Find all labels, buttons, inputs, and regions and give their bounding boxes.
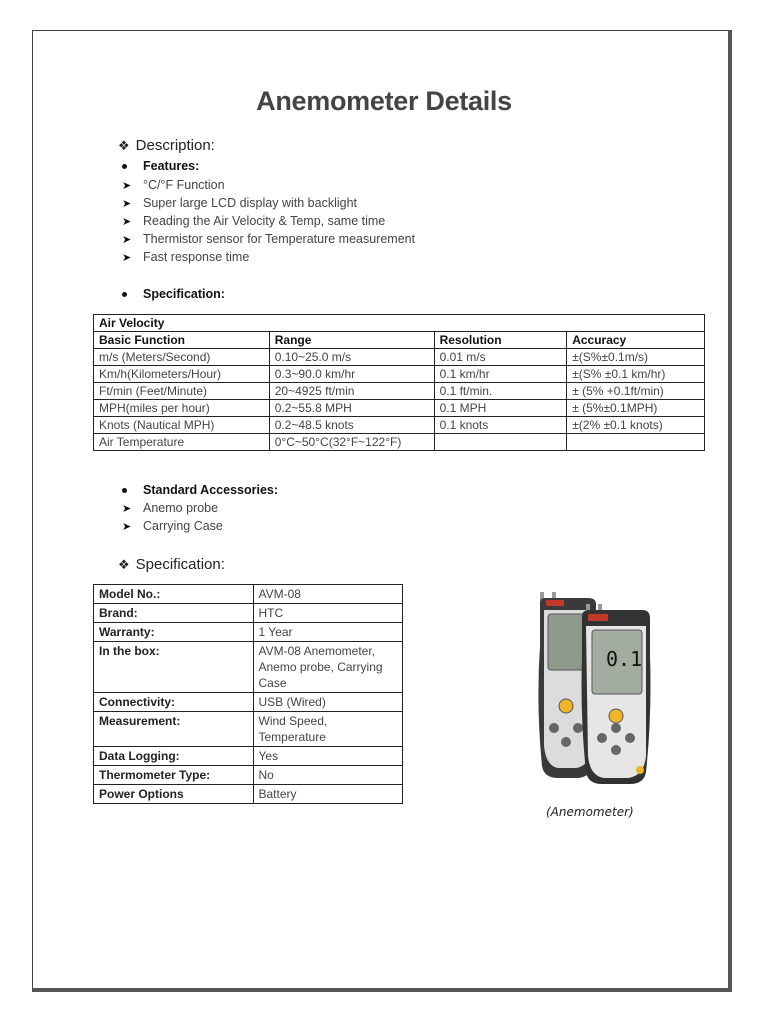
column-header: Accuracy [567,332,705,349]
arrow-bullet-icon: ➤ [122,252,132,264]
accessories-list [122,499,223,535]
list-item: ➤ Reading the Air Velocity & Temp, same time [122,212,415,230]
table-row [94,585,403,604]
table-row [94,315,705,332]
spec-key: Data Logging: [94,747,254,766]
table-cell: ±(2% ±0.1 knots) [567,417,705,434]
table-row [94,712,403,747]
table-row [94,642,403,693]
table-cell: Air Temperature [94,434,270,451]
arrow-bullet-icon: ➤ [122,180,132,192]
arrow-bullet-icon: ➤ [122,521,132,533]
table-cell [567,434,705,451]
spec-value: AVM-08 [253,585,403,604]
description-heading: ❖ Description: [118,137,215,154]
table-row [94,366,705,383]
spec-value: Yes [253,747,403,766]
table-cell: 0.10~25.0 m/s [269,349,434,366]
table-row [94,349,705,366]
spec-key: Brand: [94,604,254,623]
list-item: ➤ Carrying Case [122,517,223,535]
spec-value: AVM-08 Anemometer, Anemo probe, Carrying Case [253,642,403,693]
spec-key: Power Options [94,785,254,804]
bullet-icon [122,164,127,169]
table-cell: 0.1 MPH [434,400,567,417]
list-item: ➤ Fast response time [122,248,415,266]
anemometer-front-unit [582,604,651,784]
spec-key: In the box: [94,642,254,693]
spec-value: HTC [253,604,403,623]
table-cell: 0°C~50°C(32°F~122°F) [269,434,434,451]
arrow-bullet-icon: ➤ [122,234,132,246]
diamond-bullet-icon: ❖ [118,138,130,153]
table-cell: 0.2~48.5 knots [269,417,434,434]
table-cell: ± (5% +0.1ft/min) [567,383,705,400]
page-title: Anemometer Details [256,86,512,116]
specification-subheading: Specification: [122,287,225,301]
column-header: Resolution [434,332,567,349]
spec-key: Thermometer Type: [94,766,254,785]
table-row [94,604,403,623]
table-cell: ± (5%±0.1MPH) [567,400,705,417]
table-row [94,400,705,417]
table-row [94,766,403,785]
list-item: ➤ Anemo probe [122,499,223,517]
table-header-row [94,332,705,349]
table-cell: Km/h(Kilometers/Hour) [94,366,270,383]
spec-value: No [253,766,403,785]
arrow-bullet-icon: ➤ [122,198,132,210]
spec-key: Connectivity: [94,693,254,712]
table-row [94,383,705,400]
air-velocity-table [93,314,705,451]
arrow-bullet-icon: ➤ [122,503,132,515]
specification-heading: ❖ Specification: [118,556,225,573]
table-cell: 0.3~90.0 km/hr [269,366,434,383]
display-reading: 0.1 [606,647,643,671]
diamond-bullet-icon: ❖ [118,557,130,572]
spec-key: Model No.: [94,585,254,604]
image-caption: (Anemometer) [546,805,634,819]
table-cell: 0.01 m/s [434,349,567,366]
anemometer-image [536,586,656,786]
table-row [94,623,403,642]
table-cell: 0.1 knots [434,417,567,434]
spec-value: USB (Wired) [253,693,403,712]
table-row [94,747,403,766]
table-cell: ±(S% ±0.1 km/hr) [567,366,705,383]
accessories-heading: Standard Accessories: [122,483,278,497]
table-cell: Knots (Nautical MPH) [94,417,270,434]
spec-value: Battery [253,785,403,804]
column-header: Range [269,332,434,349]
table-cell: m/s (Meters/Second) [94,349,270,366]
table-cell: MPH(miles per hour) [94,400,270,417]
table-cell [434,434,567,451]
table-cell: 20~4925 ft/min [269,383,434,400]
table-group-header: Air Velocity [94,315,705,332]
bullet-icon [122,488,127,493]
table-cell: ±(S%±0.1m/s) [567,349,705,366]
table-cell: Ft/min (Feet/Minute) [94,383,270,400]
spec-value: 1 Year [253,623,403,642]
bullet-icon [122,292,127,297]
features-list [122,176,415,266]
table-cell: 0.1 km/hr [434,366,567,383]
table-row [94,785,403,804]
table-row [94,434,705,451]
table-cell: 0.1 ft/min. [434,383,567,400]
table-row [94,417,705,434]
spec-key: Warranty: [94,623,254,642]
list-item: ➤ °C/°F Function [122,176,415,194]
arrow-bullet-icon: ➤ [122,216,132,228]
spec-value: Wind Speed, Temperature [253,712,403,747]
table-cell: 0.2~55.8 MPH [269,400,434,417]
table-row [94,693,403,712]
column-header: Basic Function [94,332,270,349]
product-spec-table [93,584,403,804]
features-heading: Features: [122,159,199,173]
spec-key: Measurement: [94,712,254,747]
list-item: ➤ Thermistor sensor for Temperature measurement [122,230,415,248]
list-item: ➤ Super large LCD display with backlight [122,194,415,212]
